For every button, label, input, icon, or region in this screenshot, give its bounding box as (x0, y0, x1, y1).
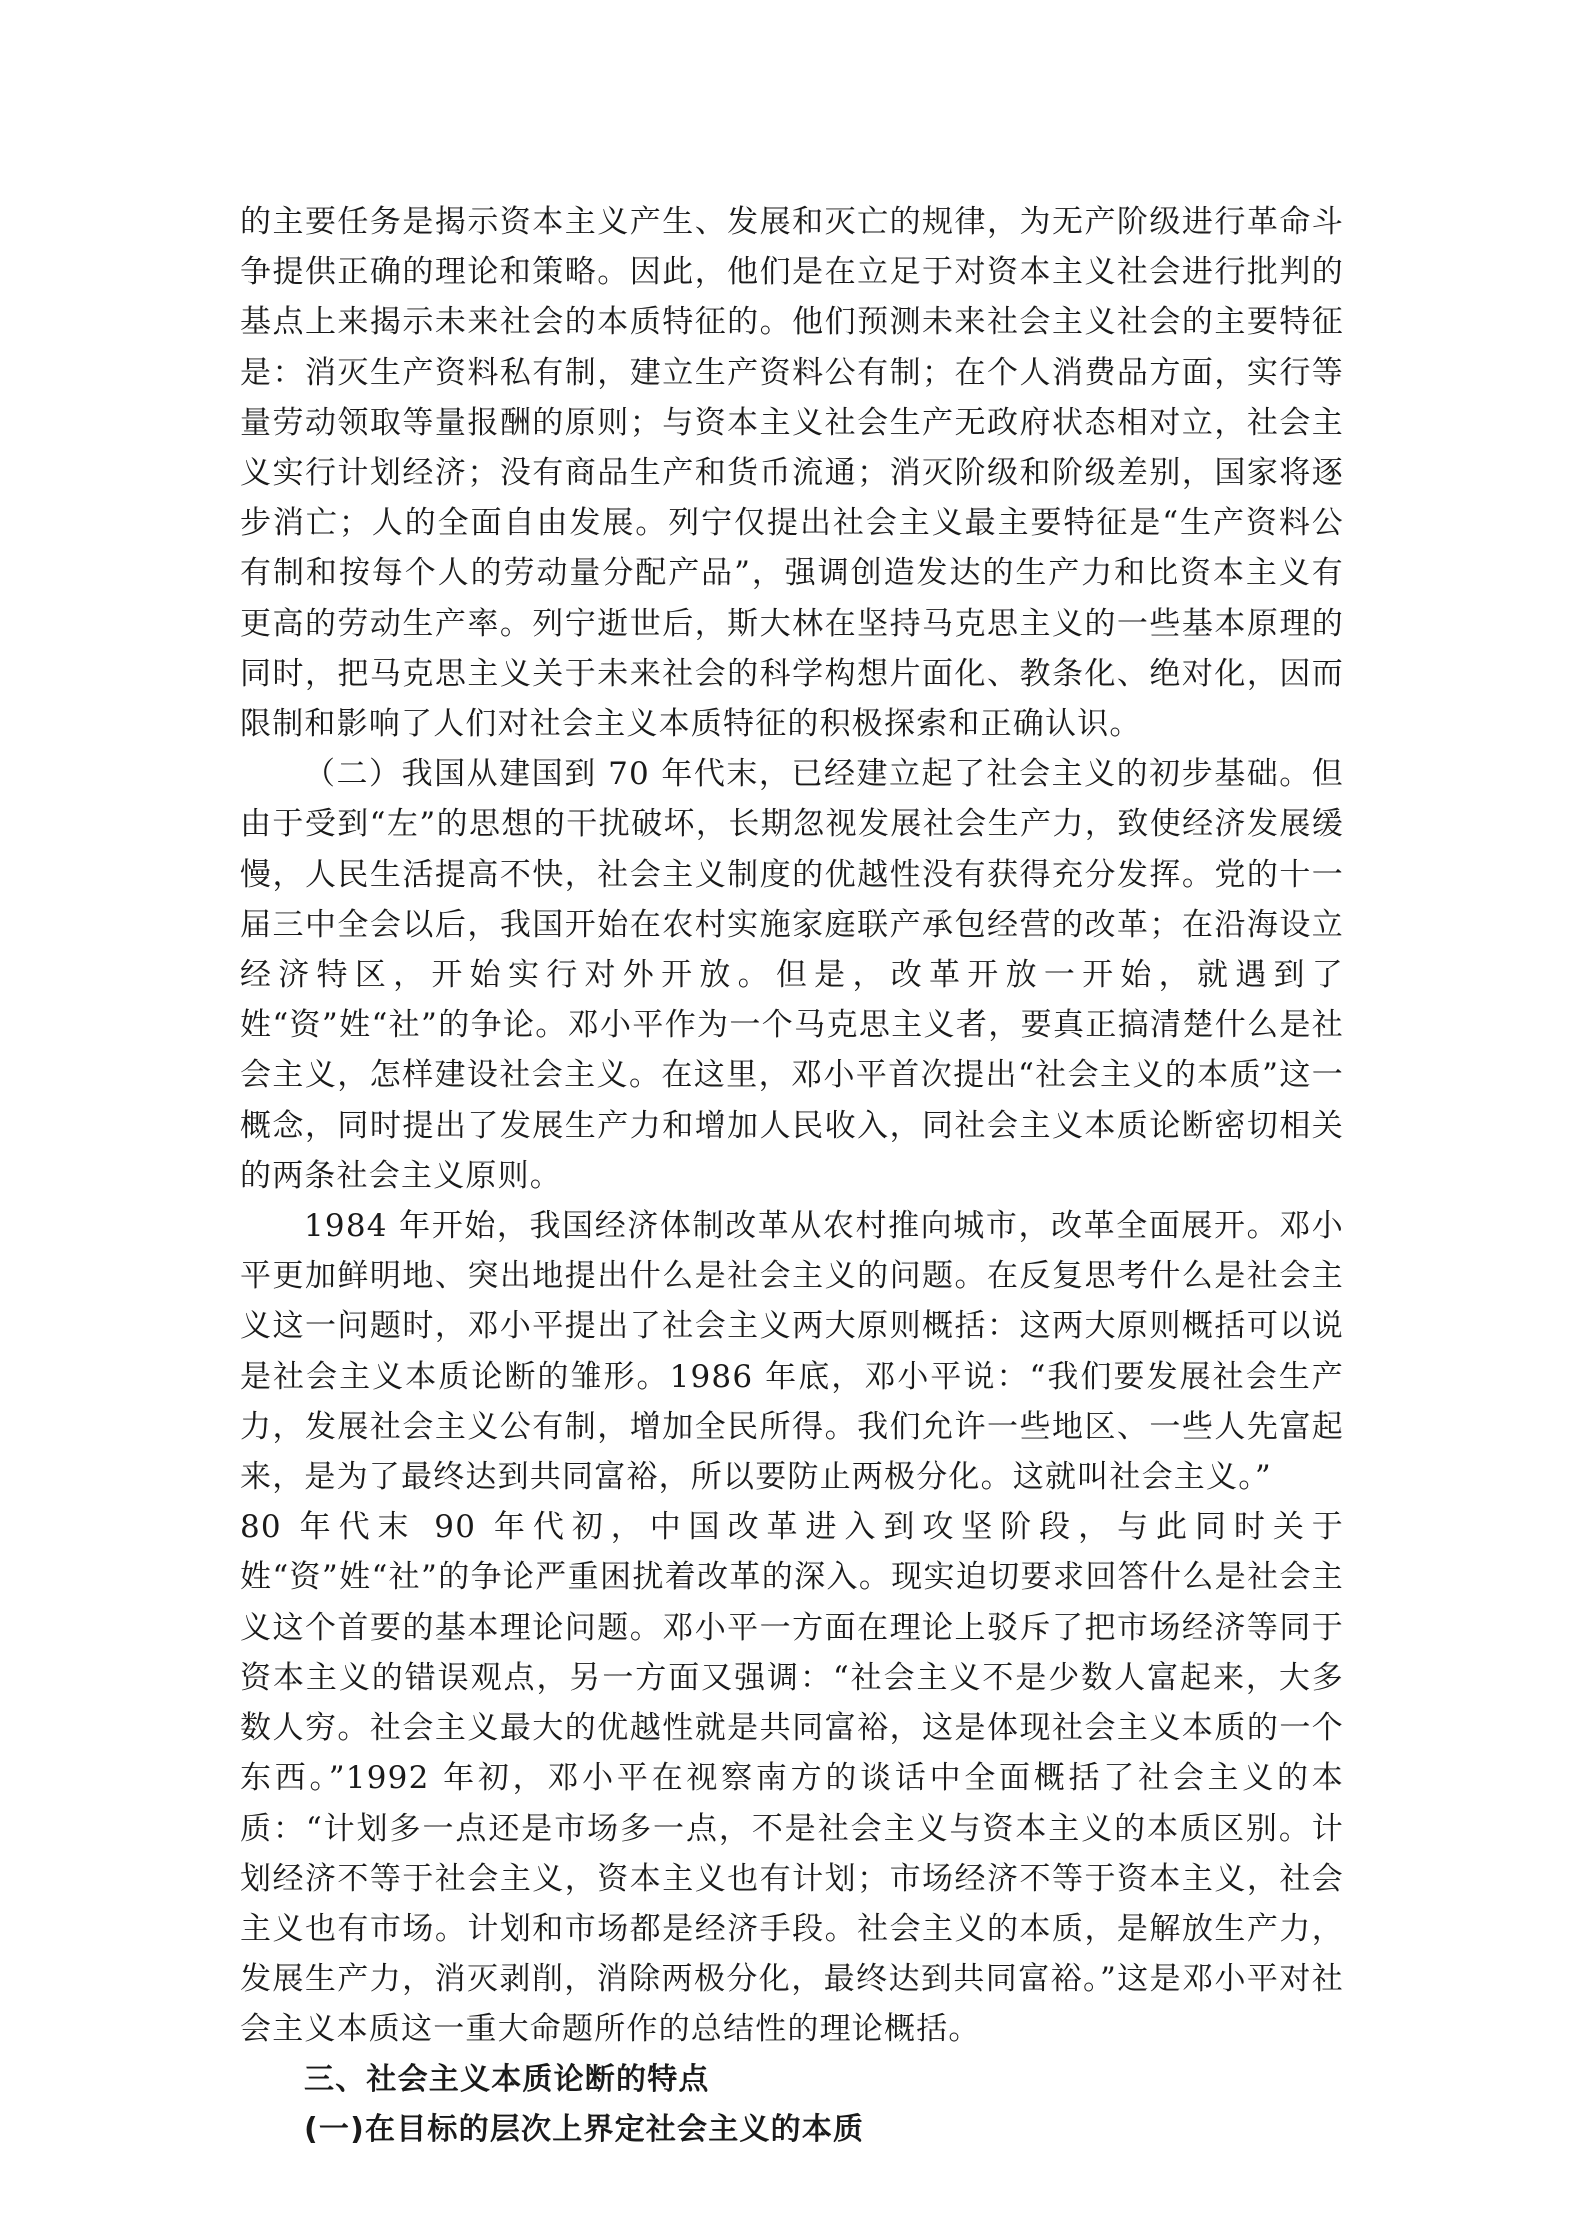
subsection-heading: (一)在目标的层次上界定社会主义的本质 (304, 2111, 865, 2147)
section-heading: 三、社会主义本质论断的特点 (304, 2061, 710, 2097)
body-paragraph: 80 年代末 90 年代初，中国改革进入到攻坚阶段，与此同时关于姓“资”姓“社”的争论严重困扰着改革的深入。现实迫切要求回答什么是社会主义这个首要的基本理论问题。邓小平一方面在理论上驳斥了把市场经济等同于资本主义的错误观点，另一方面又强调：“社会主义不是少数人富起来，大多数人穷。社会主义最大的优越性就是共同富裕，这是体现社会主义本质的一个东西。”1992 年初，邓小平在视察南方的谈话中全面概括了社会主义的本质：“计划多一点还是市场多一点，不是社会主义与资本主义的本质区别。计划经济不等于社会主义，资本主义也有计划；市场经济不等于资本主义，社会主义也有市场。计划和市场都是经济手段。社会主义的本质，是解放生产力，发展生产力，消灭剥削，消除两极分化，最终达到共同富裕。”这是邓小平对社会主义本质这一重大命题所作的总结性的理论概括。 (240, 1509, 1344, 2048)
body-paragraph: 的主要任务是揭示资本主义产生、发展和灭亡的规律，为无产阶级进行革命斗争提供正确的理论和策略。因此，他们是在立足于对资本主义社会进行批判的基点上来揭示未来社会的本质特征的。他们预测未来社会主义社会的主要特征是：消灭生产资料私有制，建立生产资料公有制；在个人消费品方面，实行等量劳动领取等量报酬的原则；与资本主义社会生产无政府状态相对立，社会主义实行计划经济；没有商品生产和货币流通；消灭阶级和阶级差别，国家将逐步消亡；人的全面自由发展。列宁仅提出社会主义最主要特征是“生产资料公有制和按每个人的劳动量分配产品”，强调创造发达的生产力和比资本主义有更高的劳动生产率。列宁逝世后，斯大林在坚持马克思主义的一些基本原理的同时，把马克思主义关于未来社会的科学构想片面化、教条化、绝对化，因而限制和影响了人们对社会主义本质特征的积极探索和正确认识。 (240, 204, 1344, 743)
document-page (240, 197, 1344, 2155)
body-paragraph: 1984 年开始，我国经济体制改革从农村推向城市，改革全面展开。邓小平更加鲜明地、突出地提出什么是社会主义的问题。在反复思考什么是社会主义这一问题时，邓小平提出了社会主义两大原则概括：这两大原则概括可以说是社会主义本质论断的雏形。1986 年底，邓小平说：“我们要发展社会生产力，发展社会主义公有制，增加全民所得。我们允许一些地区、一些人先富起来，是为了最终达到共同富裕，所以要防止两极分化。这就叫社会主义。” (240, 1208, 1344, 1496)
body-paragraph: （二）我国从建国到 70 年代末，已经建立起了社会主义的初步基础。但由于受到“左”的思想的干扰破坏，长期忽视发展社会生产力，致使经济发展缓慢，人民生活提高不快，社会主义制度的优越性没有获得充分发挥。党的十一届三中全会以后，我国开始在农村实施家庭联产承包经营的改革；在沿海设立经济特区，开始实行对外开放。但是，改革开放一开始，就遇到了姓“资”姓“社”的争论。邓小平作为一个马克思主义者，要真正搞清楚什么是社会主义，怎样建设社会主义。在这里，邓小平首次提出“社会主义的本质”这一概念，同时提出了发展生产力和增加人民收入，同社会主义本质论断密切相关的两条社会主义原则。 (240, 756, 1344, 1194)
